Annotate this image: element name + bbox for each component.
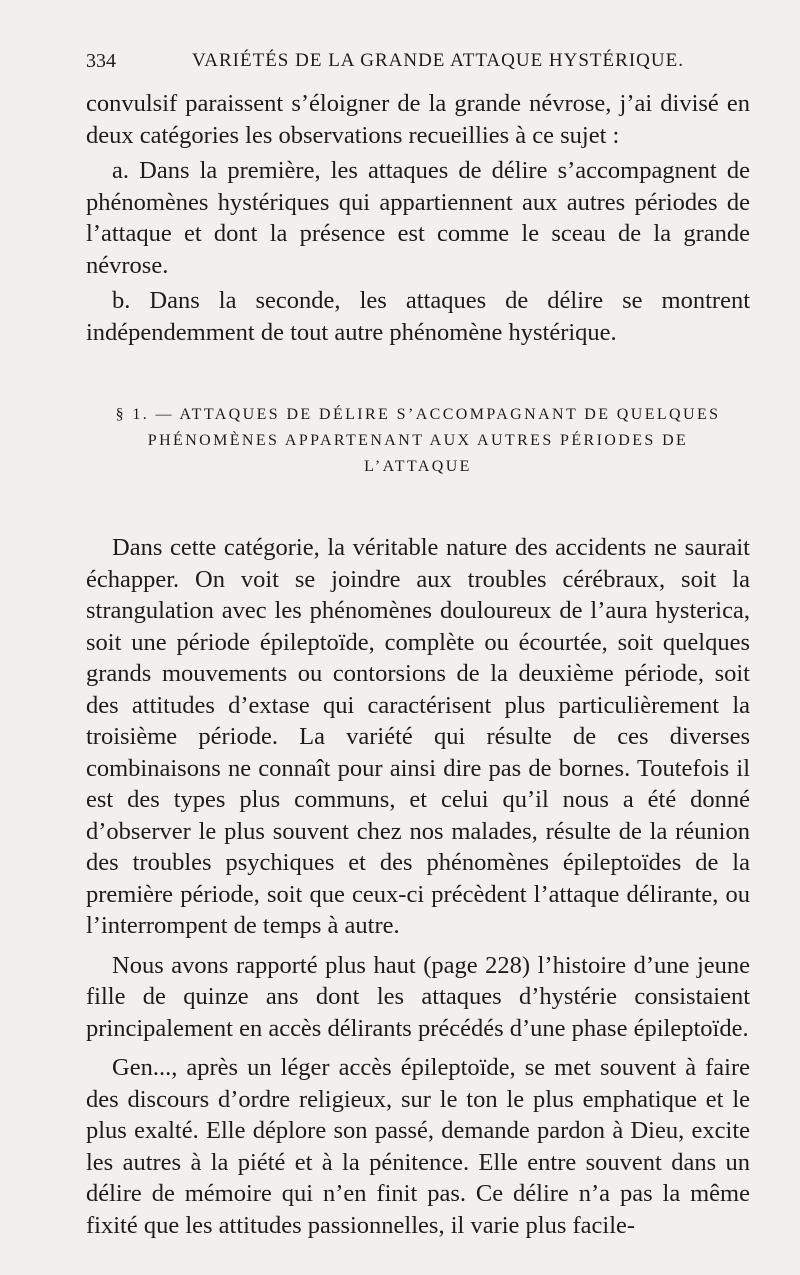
section-body bbox=[86, 532, 750, 1241]
page-content bbox=[86, 88, 750, 1249]
page-number: 334 bbox=[86, 50, 116, 72]
intro-paragraph-b: b. Dans la seconde, les attaques de délire se montrent indépendemment de tout autre phénomène hystérique. bbox=[86, 287, 750, 346]
section-paragraph-3: Gen..., après un léger accès épileptoïde, se met souvent à faire des discours d’ordre religieux, sur le ton le plus emphatique et le plus exalté. Elle déplore son passé, demande pardon à Dieu, excite les autres à la piété et à la pénitence. Elle entre souvent dans un délire de mémoire qui n’en finit pas. Ce délire n’a pas la même fixité que les attitudes passionnelles, il varie plus facile- bbox=[86, 1054, 750, 1239]
section-heading: § 1. — ATTAQUES DE DÉLIRE S’ACCOMPAGNANT DE QUELQUES PHÉNOMÈNES APPARTENANT AUX AUTRES PÉRIODES DE L’ATTAQUE bbox=[115, 406, 721, 475]
intro-paragraph-a: a. Dans la première, les attaques de délire s’accompagnent de phénomènes hystériques qui appartiennent aux autres périodes de l’attaque et dont la présence est comme le sceau de la grande névrose. bbox=[86, 157, 750, 279]
section-paragraph-1: Dans cette catégorie, la véritable nature des accidents ne saurait échapper. On voit se joindre aux troubles cérébraux, soit la strangulation avec les phénomènes douloureux de l’aura hysterica, soit une période épileptoïde, complète ou écourtée, soit quelques grands mouvements ou contorsions de la deuxième période, soit des attitudes d’extase qui caractérisent plus particulièrement la troisième période. La variété qui résulte de ces diverses combinaisons ne connaît pour ainsi dire pas de bornes. Toutefois il est des types plus communs, et celui qu’il nous a été donné d’observer le plus souvent chez nos malades, résulte de la réunion des troubles psychiques et des phénomènes épileptoïdes de la première période, soit que ceux-ci précèdent l’attaque délirante, ou l’interrompent de temps à autre. bbox=[86, 534, 750, 939]
section-paragraph-2: Nous avons rapporté plus haut (page 228) l’histoire d’une jeune fille de quinze ans dont les attaques d’hystérie consistaient principalement en accès délirants précédés d’une phase épileptoïde. bbox=[86, 951, 750, 1042]
page-header bbox=[86, 50, 750, 80]
intro-paragraph-continued: convulsif paraissent s’éloigner de la grande névrose, j’ai divisé en deux catégories les observations recueillies à ce sujet : bbox=[86, 90, 750, 149]
running-title: VARIÉTÉS DE LA GRANDE ATTAQUE HYSTÉRIQUE. bbox=[192, 50, 684, 71]
